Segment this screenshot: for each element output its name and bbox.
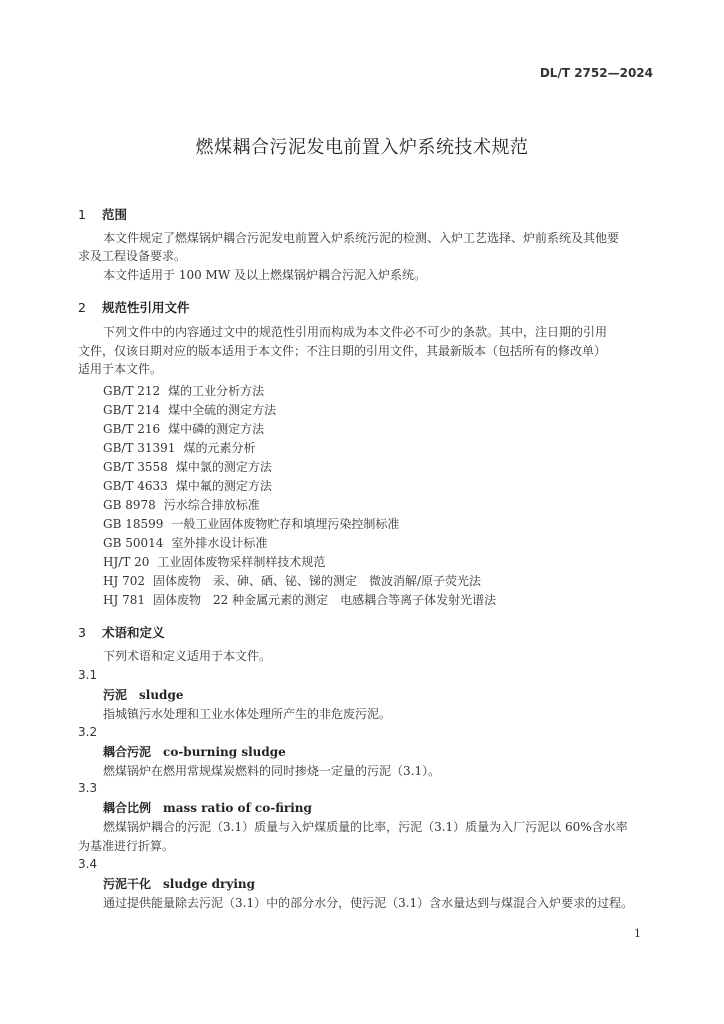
reference-code: GB 18599 (103, 517, 164, 531)
section-title: 规范性引用文件 (102, 300, 190, 315)
scope-paragraph-1-line-2: 求及工程设备要求。 (78, 249, 187, 263)
term-english: co-burning sludge (163, 745, 286, 759)
term-chinese: 污泥 (103, 688, 128, 702)
reference-title: 煤的元素分析 (183, 441, 256, 455)
term-chinese: 污泥干化 (103, 877, 152, 891)
term-definition: 通过提供能量除去污泥（3.1）中的部分水分，使污泥（3.1）含水量达到与煤混合入炉要求的过程。 (103, 896, 634, 910)
term-definition: 燃煤锅炉耦合的污泥（3.1）质量与入炉煤质量的比率，污泥（3.1）质量为入厂污泥以 60%含水率 (103, 820, 628, 834)
reference-title: 一般工业固体废物贮存和填埋污染控制标准 (171, 517, 400, 531)
scope-paragraph-2: 本文件适用于 100 MW 及以上燃煤锅炉耦合污泥入炉系统。 (103, 268, 426, 282)
reference-item (103, 420, 264, 437)
reference-code: GB/T 4633 (103, 479, 168, 493)
reference-title: 煤中氯的测定方法 (175, 460, 272, 474)
section-title: 术语和定义 (102, 625, 165, 640)
term-title (103, 686, 183, 703)
reference-title: 工业固体废物采样制样技术规范 (157, 555, 326, 569)
reference-item (103, 382, 264, 399)
term-number: 3.2 (78, 725, 98, 739)
section-heading-normative (78, 298, 190, 316)
section-number: 3 (78, 625, 86, 640)
reference-title: 污水综合排放标准 (163, 498, 260, 512)
term-definition: 指城镇污水处理和工业水体处理所产生的非危废污泥。 (103, 707, 392, 721)
reference-title: 固体废物 22 种金属元素的测定 电感耦合等离子体发射光谱法 (153, 593, 497, 607)
reference-item (103, 515, 399, 532)
normative-intro-line-2: 文件，仅该日期对应的版本适用于本文件；不注日期的引用文件，其最新版本（包括所有的修改单） (78, 344, 607, 358)
reference-item (103, 496, 260, 513)
normative-intro-line-3: 适用于本文件。 (78, 362, 163, 376)
reference-item (103, 477, 272, 494)
reference-title: 室外排水设计标准 (171, 536, 268, 550)
reference-item (103, 401, 276, 418)
section-heading-terms (78, 623, 165, 641)
reference-code: HJ 702 (103, 574, 145, 588)
reference-item (103, 553, 325, 570)
term-english: sludge (139, 688, 184, 702)
term-english: mass ratio of co-firing (163, 801, 312, 815)
reference-title: 煤中全硫的测定方法 (168, 403, 277, 417)
term-chinese: 耦合比例 (103, 801, 152, 815)
term-chinese: 耦合污泥 (103, 745, 152, 759)
reference-code: GB/T 3558 (103, 460, 168, 474)
term-definition-continued: 为基准进行折算。 (78, 839, 175, 853)
reference-code: GB 8978 (103, 498, 156, 512)
reference-item (103, 572, 481, 589)
term-english: sludge drying (163, 877, 256, 891)
reference-code: GB/T 212 (103, 384, 161, 398)
section-title: 范围 (102, 207, 128, 222)
reference-code: HJ 781 (103, 593, 145, 607)
reference-title: 煤的工业分析方法 (168, 384, 265, 398)
reference-item (103, 534, 267, 551)
section-number: 1 (78, 207, 86, 222)
reference-title: 固体废物 汞、砷、硒、铋、锑的测定 微波消解/原子荧光法 (153, 574, 482, 588)
term-title (103, 875, 255, 892)
reference-title: 煤中氟的测定方法 (175, 479, 272, 493)
term-definition: 燃煤锅炉在燃用常规煤炭燃料的同时掺烧一定量的污泥（3.1）。 (103, 764, 441, 778)
term-title (103, 743, 286, 760)
reference-title: 煤中磷的测定方法 (168, 422, 265, 436)
section-heading-scope (78, 205, 127, 223)
reference-code: GB/T 31391 (103, 441, 176, 455)
document-number: DL/T 2752—2024 (539, 66, 653, 80)
reference-item (103, 439, 255, 456)
scope-paragraph-1-line-1: 本文件规定了燃煤锅炉耦合污泥发电前置入炉系统污泥的检测、入炉工艺选择、炉前系统及其他要 (103, 231, 620, 245)
normative-intro-line-1: 下列文件中的内容通过文中的规范性引用而构成为本文件必不可少的条款。其中，注日期的引用 (103, 325, 608, 339)
reference-item (103, 458, 272, 475)
reference-item (103, 591, 496, 608)
page-number: 1 (634, 927, 641, 940)
term-number: 3.1 (78, 668, 98, 682)
terms-intro: 下列术语和定义适用于本文件。 (103, 649, 272, 663)
reference-code: GB 50014 (103, 536, 164, 550)
term-title (103, 799, 312, 816)
reference-code: GB/T 216 (103, 422, 161, 436)
reference-code: GB/T 214 (103, 403, 161, 417)
section-number: 2 (78, 300, 86, 315)
reference-code: HJ/T 20 (103, 555, 150, 569)
document-title: 燃煤耦合污泥发电前置入炉系统技术规范 (195, 137, 529, 158)
term-number: 3.4 (78, 857, 98, 871)
term-number: 3.3 (78, 781, 98, 795)
